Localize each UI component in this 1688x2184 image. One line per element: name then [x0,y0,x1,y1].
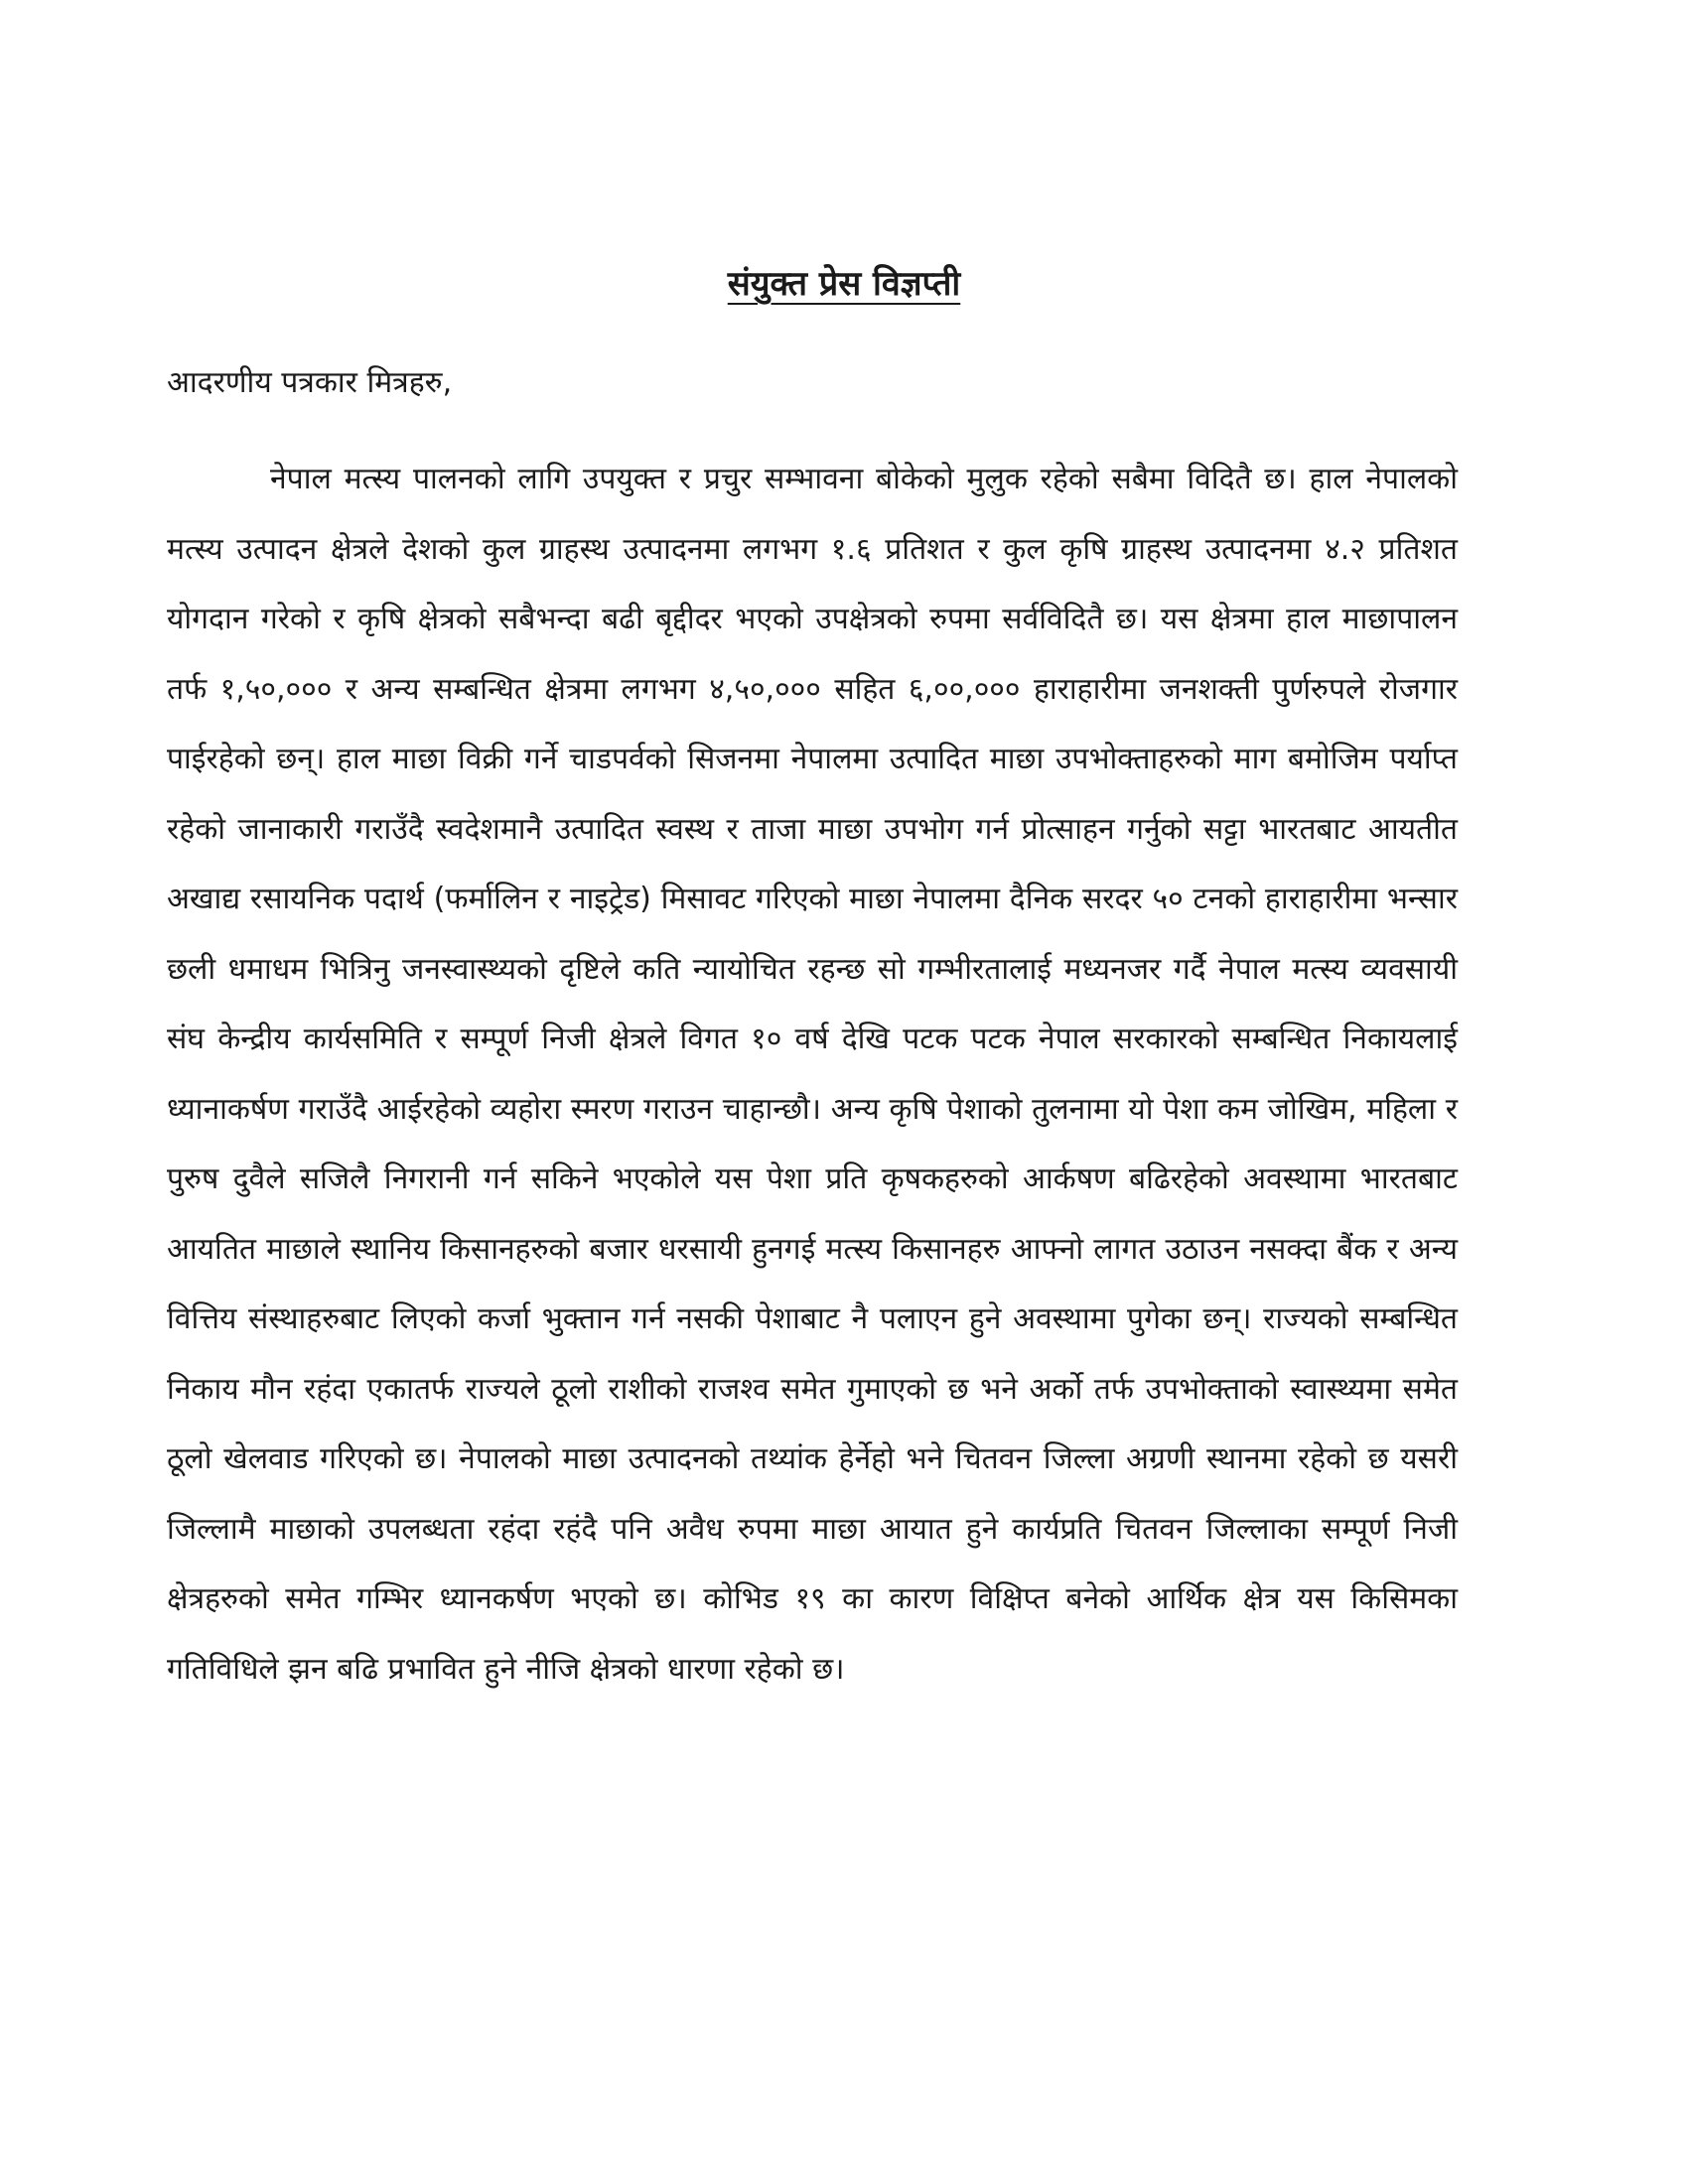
document-title [0,260,1688,308]
document-title-text: संयुक्त प्रेस विज्ञप्ती [727,264,961,304]
salutation: आदरणीय पत्रकार मित्रहरु, [167,365,453,400]
body-paragraph: नेपाल मत्स्य पालनको लागि उपयुक्त र प्रचुर सम्भावना बोकेको मुलुक रहेको सबैमा विदितै छ। हाल नेपालको मत्स्य उत्पादन क्षेत्रले देशको कुल ग्राहस्थ उत्पादनमा लगभग १.६ प्रतिशत र कुल कृषि ग्राहस्थ उत्पादनमा ४.२ प्रतिशत योगदान गरेको र कृषि क्षेत्रको सबैभन्दा बढी बृद्दीदर भएको उपक्षेत्रको रुपमा सर्वविदितै छ। यस क्षेत्रमा हाल माछापालन तर्फ १,५०,००० र अन्य सम्बन्धित क्षेत्रमा लगभग ४,५०,००० सहित ६,००,००० हाराहारीमा जनशक्ती पुर्णरुपले रोजगार पाईरहेको छन्। हाल माछा विक्री गर्ने चाडपर्वको सिजनमा नेपालमा उत्पादित माछा उपभोक्ताहरुको माग बमोजिम पर्याप्त रहेको जानाकारी गराउँदै स्वदेशमानै उत्पादित स्वस्थ र ताजा माछा उपभोग गर्न प्रोत्साहन गर्नुको सट्टा भारतबाट आयतीत अखाद्य रसायनिक पदार्थ (फर्मालिन र नाइट्रेड) मिसावट गरिएको माछा नेपालमा दैनिक सरदर ५० टनको हाराहारीमा भन्सार छली धमाधम भित्रिनु जनस्वास्थ्यको दृष्टिले कति न्यायोचित रहन्छ सो गम्भीरतालाई मध्यनजर गर्दै नेपाल मत्स्य व्यवसायी संघ केन्द्रीय कार्यसमिति र सम्पूर्ण निजी क्षेत्रले विगत १० वर्ष देखि पटक पटक नेपाल सरकारको सम्बन्धित निकायलाई ध्यानाकर्षण गराउँदै आईरहेको व्यहोरा स्मरण गराउन चाहान्छौ। अन्य कृषि पेशाको तुलनामा यो पेशा कम जोखिम, महिला र पुरुष दुवैले सजिलै निगरानी गर्न सकिने भएकोले यस पेशा प्रति कृषकहरुको आर्कषण बढिरहेको अवस्थामा भारतबाट आयतित माछाले स्थानिय किसानहरुको बजार धरसायी हुनगई मत्स्य किसानहरु आफ्नो लागत उठाउन नसक्दा बैंक र अन्य वित्तिय संस्थाहरुबाट लिएको कर्जा भुक्तान गर्न नसकी पेशाबाट नै पलाएन हुने अवस्थामा पुगेका छन्। राज्यको सम्बन्धित निकाय मौन रहंदा एकातर्फ राज्यले ठूलो राशीको राजश्व समेत गुमाएको छ भने अर्को तर्फ उपभोक्ताको स्वास्थ्यमा समेत ठूलो खेलवाड गरिएको छ। नेपालको माछा उत्पादनको तथ्यांक हेर्नेहो भने चितवन जिल्ला अग्रणी स्थानमा रहेको छ यसरी जिल्लामै माछाको उपलब्धता रहंदा रहंदै पनि अवैध रुपमा माछा आयात हुने कार्यप्रति चितवन जिल्लाका सम्पूर्ण निजी क्षेत्रहरुको समेत गम्भिर ध्यानकर्षण भएको छ। कोभिड १९ का कारण विक्षिप्त बनेको आर्थिक क्षेत्र यस किसिमका गतिविधिले झन बढि प्रभावित हुने नीजि क्षेत्रको धारणा रहेको छ। [167,462,1458,1687]
